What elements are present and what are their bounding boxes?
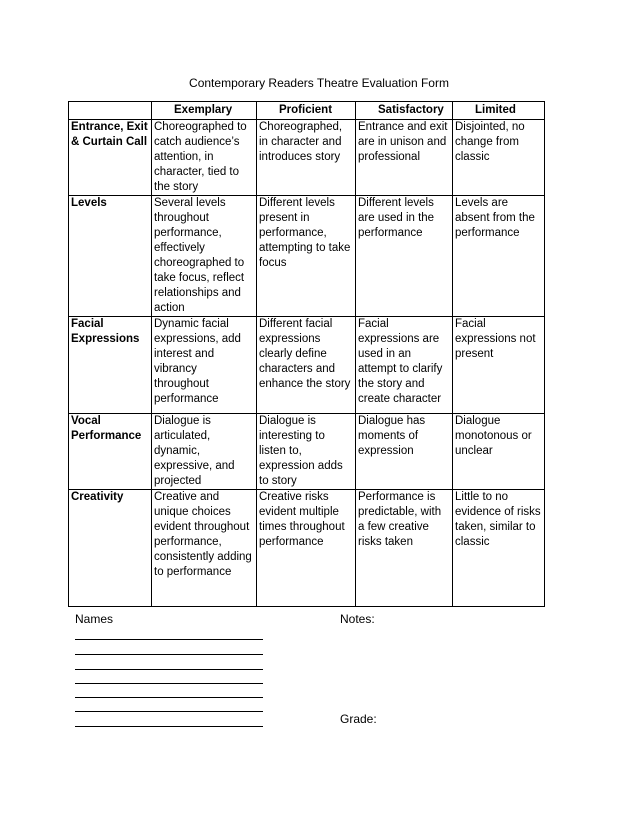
name-entry-line[interactable] — [75, 654, 263, 655]
table-cell: Dynamic facial expressions, add interest and vibrancy throughout performance — [152, 317, 257, 414]
header-row — [69, 102, 545, 120]
page-title: Contemporary Readers Theatre Evaluation Form — [189, 76, 449, 90]
table-cell: Dialogue is articulated, dynamic, expressive, and projected — [152, 414, 257, 490]
table-cell: Creative and unique choices evident throughout performance, consistently adding to performance — [152, 490, 257, 607]
header-satisfactory: Satisfactory — [356, 102, 453, 120]
table-cell: Facial expressions not present — [453, 317, 545, 414]
table-cell: Dialogue monotonous or unclear — [453, 414, 545, 490]
criterion-cell: Entrance, Exit & Curtain Call — [69, 120, 152, 196]
name-entry-line[interactable] — [75, 669, 263, 670]
criterion-cell: Facial Expressions — [69, 317, 152, 414]
name-entry-line[interactable] — [75, 697, 263, 698]
header-limited: Limited — [453, 102, 545, 120]
rubric-table — [68, 101, 545, 607]
notes-label: Notes: — [340, 612, 375, 626]
table-row — [69, 317, 545, 414]
table-cell: Little to no evidence of risks taken, similar to classic — [453, 490, 545, 607]
table-row — [69, 490, 545, 607]
header-corner — [69, 102, 152, 120]
table-cell: Dialogue has moments of expression — [356, 414, 453, 490]
grade-label: Grade: — [340, 712, 377, 726]
table-cell: Several levels throughout performance, effectively choreographed to take focus, reflect relationships and action — [152, 196, 257, 317]
table-cell: Creative risks evident multiple times throughout performance — [257, 490, 356, 607]
table-cell: Choreographed, in character and introduces story — [257, 120, 356, 196]
header-proficient: Proficient — [257, 102, 356, 120]
table-cell: Choreographed to catch audience’s attention, in character, tied to the story — [152, 120, 257, 196]
names-label: Names — [75, 612, 114, 626]
table-cell: Different levels are used in the performance — [356, 196, 453, 317]
name-entry-line[interactable] — [75, 726, 263, 727]
name-entry-line[interactable] — [75, 711, 263, 712]
table-row — [69, 414, 545, 490]
table-row — [69, 196, 545, 317]
table-cell: Facial expressions are used in an attempt to clarify the story and create character — [356, 317, 453, 414]
table-cell: Levels are absent from the performance — [453, 196, 545, 317]
criterion-cell: Vocal Performance — [69, 414, 152, 490]
name-entry-line[interactable] — [75, 639, 263, 640]
table-cell: Performance is predictable, with a few creative risks taken — [356, 490, 453, 607]
header-exemplary: Exemplary — [152, 102, 257, 120]
table-row — [69, 120, 545, 196]
table-cell: Disjointed, no change from classic — [453, 120, 545, 196]
criterion-cell: Levels — [69, 196, 152, 317]
table-cell: Entrance and exit are in unison and professional — [356, 120, 453, 196]
name-entry-line[interactable] — [75, 683, 263, 684]
table-cell: Dialogue is interesting to listen to, expression adds to story — [257, 414, 356, 490]
table-cell: Different facial expressions clearly define characters and enhance the story — [257, 317, 356, 414]
table-cell: Different levels present in performance, attempting to take focus — [257, 196, 356, 317]
criterion-cell: Creativity — [69, 490, 152, 607]
